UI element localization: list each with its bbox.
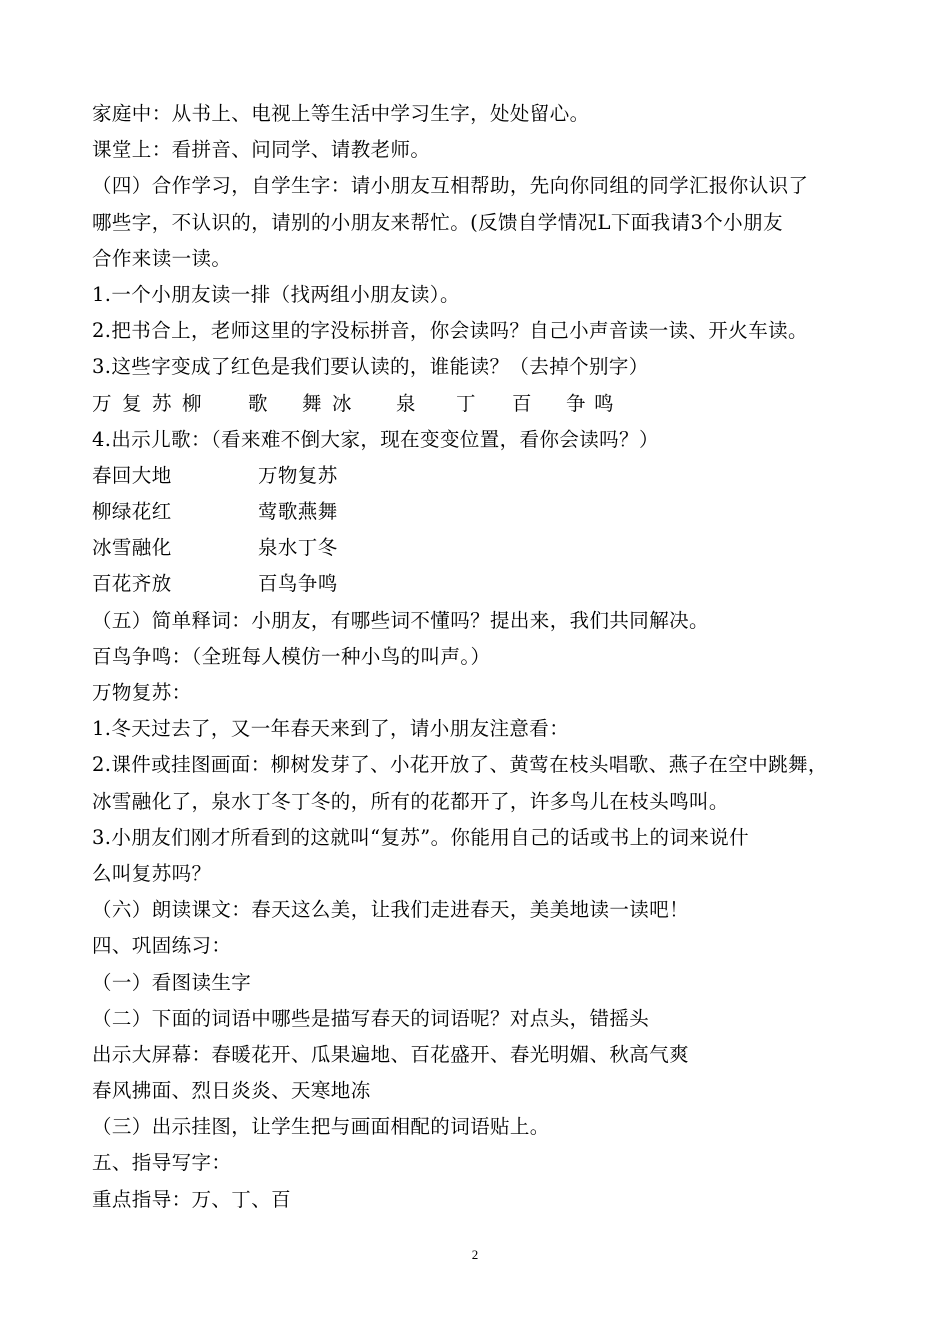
text-line: 重点指导：万、丁、百 xyxy=(92,1187,292,1211)
text-line: 1.冬天过去了，又一年春天来到了，请小朋友注意看： xyxy=(92,717,570,741)
text-line: （五）简单释词：小朋友，有哪些词不懂吗？提出来，我们共同解决。 xyxy=(92,608,709,632)
character: 舞 xyxy=(302,391,322,415)
poem-phrase: 百鸟争鸣 xyxy=(258,572,338,596)
poem-phrase: 泉水丁冬 xyxy=(258,536,338,560)
text-line: （二）下面的词语中哪些是描写春天的词语呢？对点头，错摇头 xyxy=(92,1006,650,1030)
text-line: 万物复苏： xyxy=(92,681,192,704)
character: 百 xyxy=(512,391,532,415)
page-number: 2 xyxy=(471,1247,479,1262)
text-line: 么叫复苏吗？ xyxy=(92,861,212,885)
poem-phrase: 冰雪融化 xyxy=(92,536,172,560)
text-line: 冰雪融化了，泉水丁冬丁冬的，所有的花都开了，许多鸟儿在枝头鸣叫。 xyxy=(92,789,729,813)
character: 复 xyxy=(122,391,142,415)
poem-line xyxy=(92,530,872,566)
text-line: 2.课件或挂图画面：柳树发芽了、小花开放了、黄莺在枝头唱歌、燕子在空中跳舞， xyxy=(92,753,828,777)
character: 冰 xyxy=(332,391,352,415)
poem-phrase: 莺歌燕舞 xyxy=(258,500,338,524)
text-line: 2.把书合上，老师这里的字没标拼音，你会读吗？自己小声音读一读、开火车读。 xyxy=(92,319,808,343)
text-line: （四）合作学习，自学生字：请小朋友互相帮助，先向你同组的同学汇报你认识了 xyxy=(92,174,809,198)
character: 万 xyxy=(92,391,112,415)
character: 柳 xyxy=(182,391,202,415)
poem-phrase: 春回大地 xyxy=(92,463,172,487)
text-line: （六）朗读课文：春天这么美，让我们走进春天，美美地读一读吧！ xyxy=(92,898,690,922)
section-heading: 五、指导写字： xyxy=(92,1151,232,1175)
poem-phrase: 百花齐放 xyxy=(92,572,172,596)
character: 鸣 xyxy=(594,391,614,415)
poem-phrase: 柳绿花红 xyxy=(92,500,172,524)
section-heading: 四、巩固练习： xyxy=(92,934,232,958)
character: 争 xyxy=(566,391,586,415)
text-line: 春风拂面、烈日炎炎、天寒地冻 xyxy=(92,1079,371,1103)
character: 丁 xyxy=(456,391,476,415)
text-line: 3.小朋友们刚才所看到的这就叫“复苏”。你能用自己的话或书上的词来说什 xyxy=(92,825,750,849)
character-row xyxy=(92,386,872,422)
text-line: 3.这些字变成了红色是我们要认读的，谁能读？（去掉个别字） xyxy=(92,355,649,379)
character: 泉 xyxy=(396,391,416,415)
text-line: 1.一个小朋友读一排（找两组小朋友读）。 xyxy=(92,282,460,306)
poem-line xyxy=(92,494,872,530)
poem-phrase: 万物复苏 xyxy=(258,463,338,487)
text-line: 4.出示儿歌：（看来难不倒大家，现在变变位置，看你会读吗？） xyxy=(92,427,659,451)
poem-line xyxy=(92,566,872,602)
text-line: 哪些字，不认识的，请别的小朋友来帮忙。(反馈自学情况L下面我请3个小朋友 xyxy=(92,210,783,234)
character: 苏 xyxy=(152,391,172,415)
poem-line xyxy=(92,458,872,494)
text-line: 课堂上：看拼音、问同学、请教老师。 xyxy=(92,138,431,162)
text-line: 出示大屏幕：春暖花开、瓜果遍地、百花盛开、春光明媚、秋高气爽 xyxy=(92,1042,690,1066)
character: 歌 xyxy=(248,391,268,415)
text-line: 百鸟争鸣：（全班每人模仿一种小鸟的叫声。） xyxy=(92,644,491,668)
text-line: （三）出示挂图，让学生把与画面相配的词语贴上。 xyxy=(92,1115,550,1139)
text-line: （一）看图读生字 xyxy=(92,970,252,994)
text-line: 家庭中：从书上、电视上等生活中学习生字，处处留心。 xyxy=(92,102,590,125)
document-body xyxy=(92,96,872,1218)
text-line: 合作来读一读。 xyxy=(92,246,232,270)
